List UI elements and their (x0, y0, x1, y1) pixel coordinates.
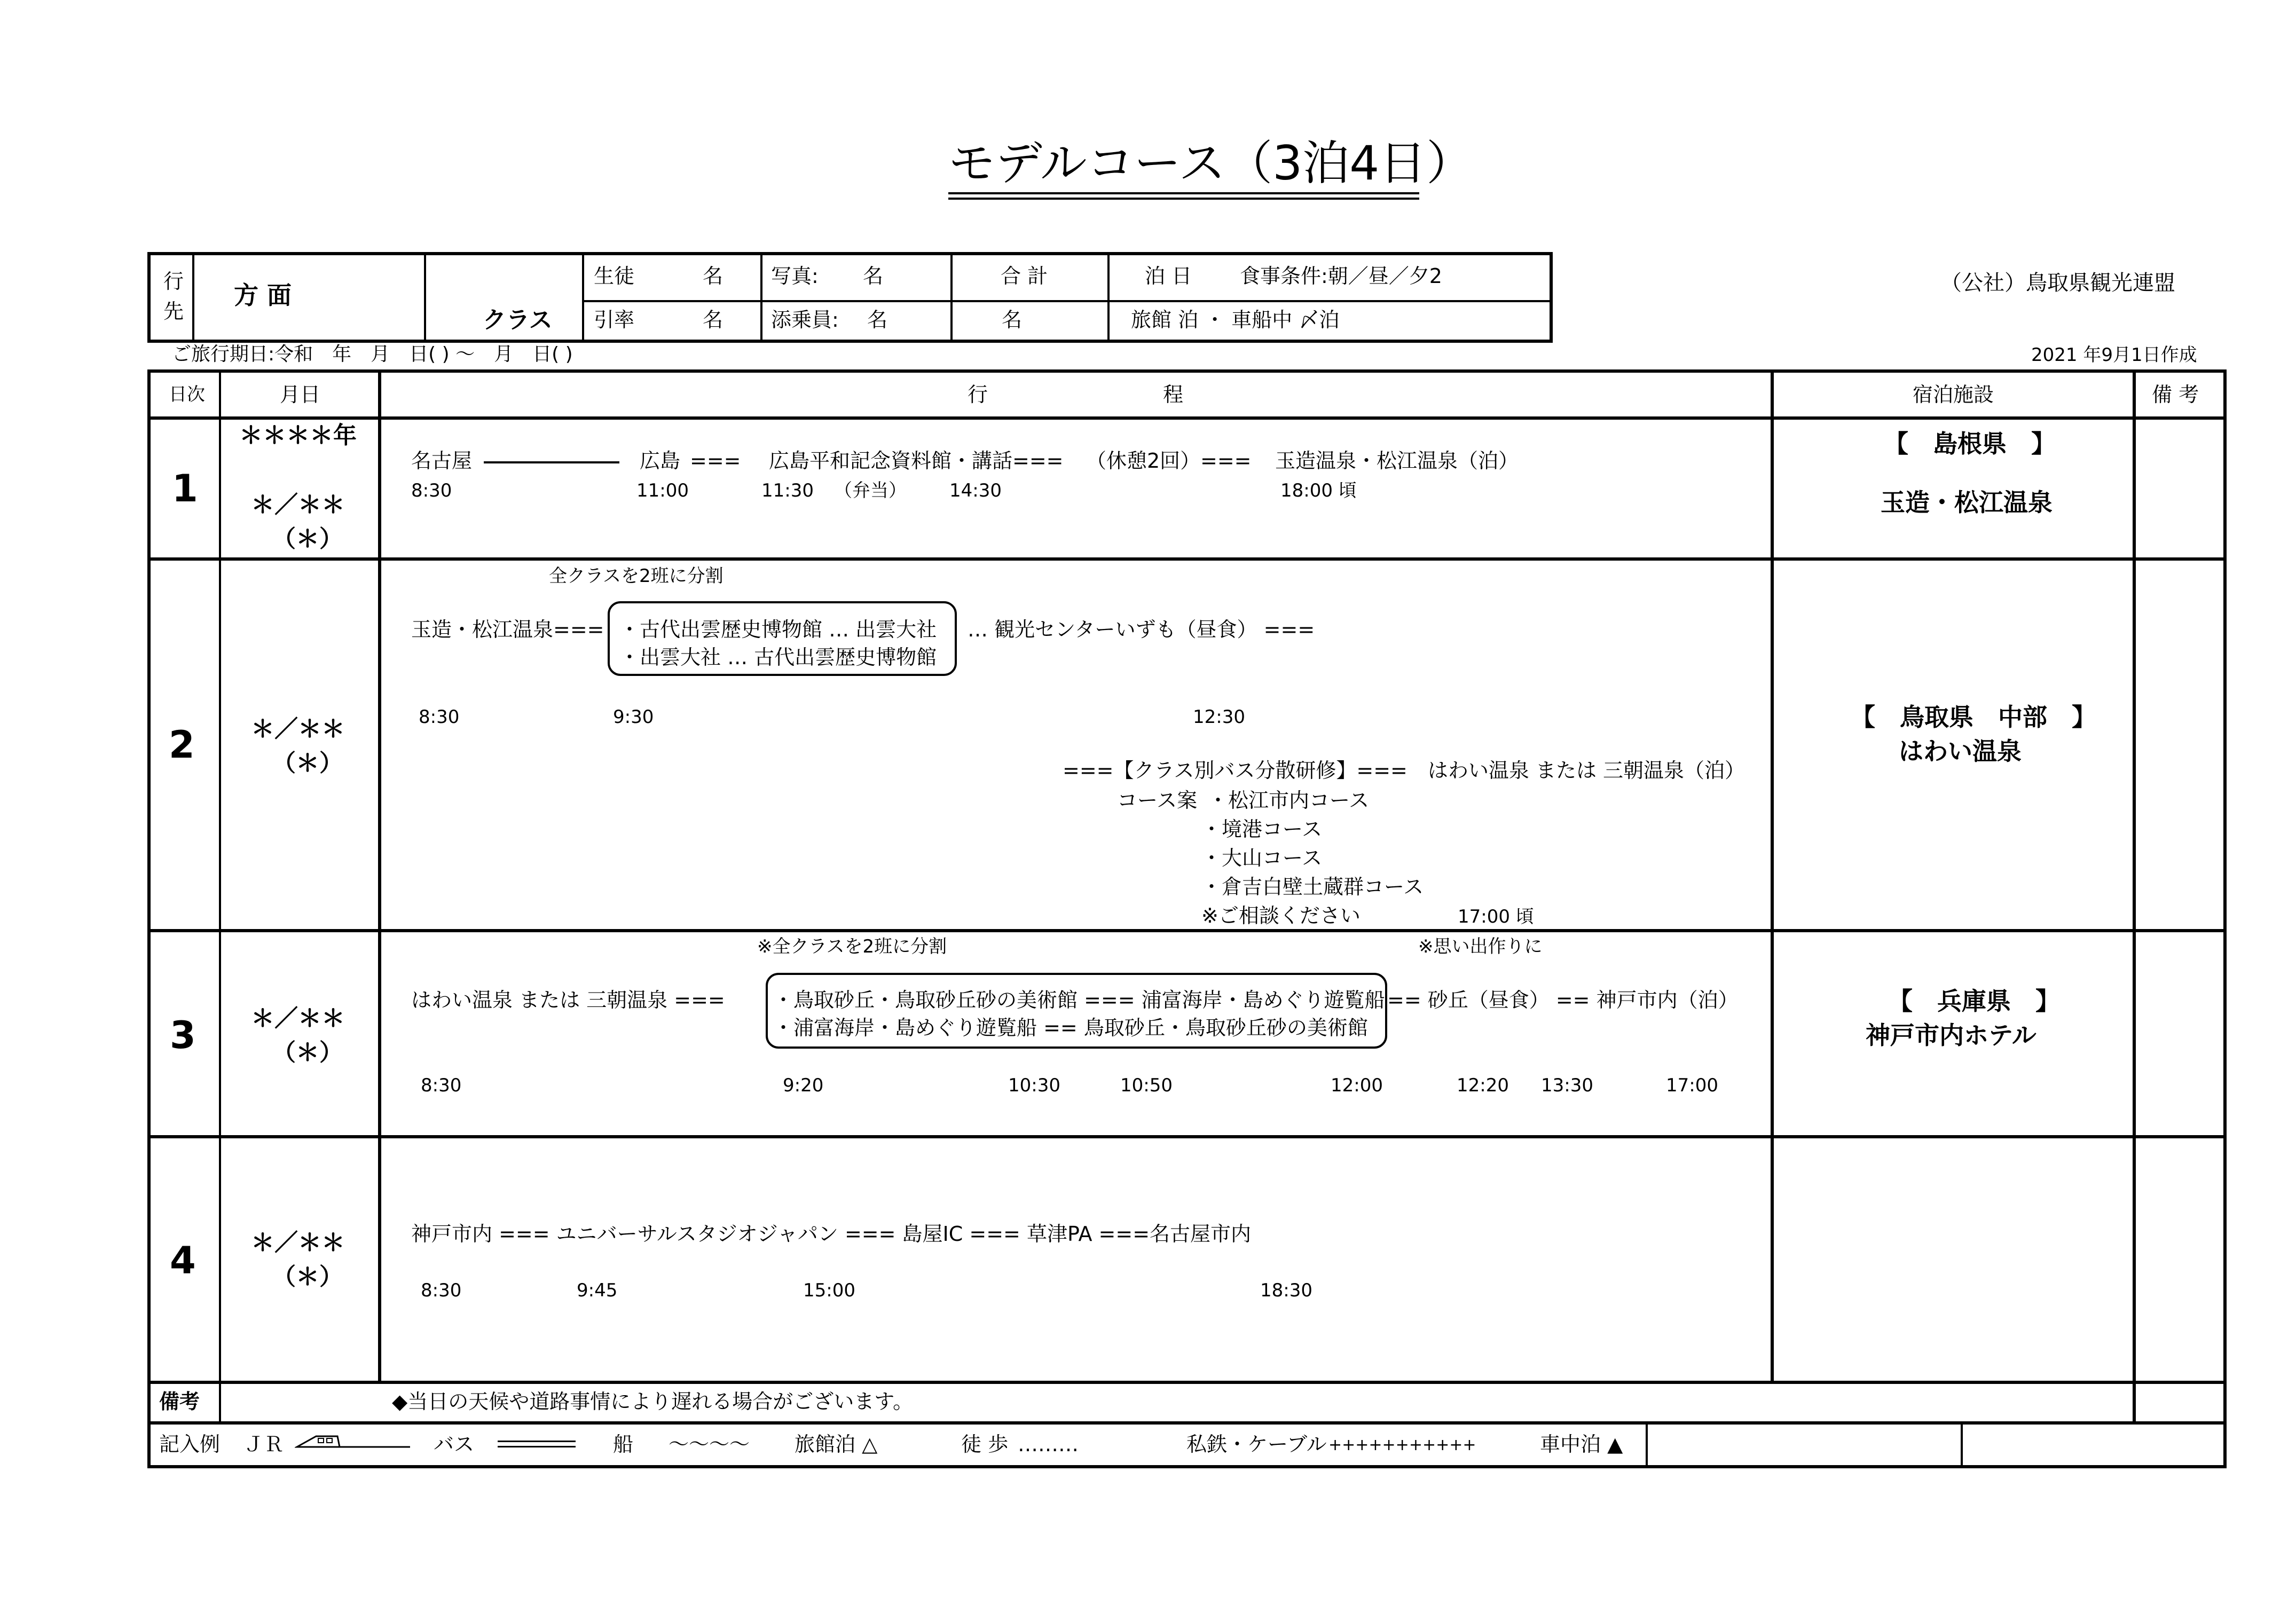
lodging-prefecture: 【 島根県 】 (1884, 429, 2056, 458)
legend-bus: バス (434, 1433, 475, 1456)
day-date: ＊／＊＊ (251, 1005, 345, 1032)
students-unit: 名 (703, 264, 724, 288)
time: 8:30 (419, 706, 460, 728)
legend-private-rail: 私鉄・ケーブル (1186, 1433, 1327, 1456)
course-note: ※ご相談ください (1201, 904, 1361, 927)
train-icon (295, 1431, 412, 1452)
direction-label: 方 面 (234, 281, 292, 310)
col-itinerary: 程 (1163, 383, 1184, 406)
legend-ship: 船 (613, 1433, 634, 1456)
route-stop: 広島平和記念資料館・講話 (769, 449, 1013, 473)
col-day: 日次 (169, 384, 205, 405)
route-start: 玉造・松江温泉=== (411, 618, 604, 641)
bus-link: === (1200, 449, 1252, 473)
course-item: ・大山コース (1201, 846, 1323, 870)
time: 17:00 頃 (1458, 906, 1534, 927)
lodging-name: 玉造・松江温泉 (1881, 488, 2053, 517)
route-line: ===【クラス別バス分散研修】=== はわい温泉 または 三朝温泉（泊） (1063, 759, 1745, 782)
rail-cross-icon: +++++++++++ (1328, 1436, 1476, 1454)
bus-link: === (1012, 449, 1064, 473)
day-date: ＊／＊＊ (251, 491, 345, 518)
time: 9:45 (577, 1280, 618, 1301)
legend-walk: 徒 歩 (961, 1433, 1009, 1456)
day-date: ＊／＊＊ (251, 715, 345, 743)
time: 10:30 (1008, 1075, 1060, 1096)
col-lodging: 宿泊施設 (1913, 383, 1994, 406)
option-route: ・古代出雲歴史博物館 … 出雲大社 (619, 618, 937, 641)
time: 17:00 (1666, 1075, 1718, 1096)
col-itinerary: 行 (968, 383, 988, 406)
option-route: ・出雲大社 … 古代出雲歴史博物館 (619, 646, 937, 669)
remarks-label: 備考 (159, 1390, 200, 1413)
time: 13:30 (1541, 1075, 1593, 1096)
day-weekday: （＊） (272, 750, 343, 777)
time: 10:50 (1120, 1075, 1173, 1096)
route-stop: 名古屋 (411, 449, 473, 473)
course-label: コース案 (1117, 789, 1198, 812)
option-route: ・鳥取砂丘・鳥取砂丘砂の美術館 === 浦富海岸・島めぐり遊覧船 (773, 988, 1385, 1012)
route-start: はわい温泉 または 三朝温泉 === (411, 988, 725, 1012)
title-underline (948, 198, 1419, 200)
lodging-label: 旅館 泊 ・ 車船中 〆泊 (1131, 308, 1340, 332)
teachers-label: 引率 (594, 308, 635, 332)
escort-unit: 名 (867, 308, 888, 332)
time: 11:30 (761, 480, 814, 501)
col-notes: 備 考 (2152, 383, 2199, 406)
day-date: ＊／＊＊ (251, 1229, 345, 1256)
photo-label: 写真: (771, 264, 819, 288)
memory-note: ※思い出作りに (1418, 936, 1543, 957)
meals-label: 食事条件:朝／昼／夕2 (1240, 264, 1442, 288)
organization-name: （公社）鳥取県観光連盟 (1940, 271, 2175, 295)
course-item: ・倉吉白壁土蔵群コース (1201, 875, 1424, 899)
remarks-text: ◆当日の天候や道路事情により遅れる場合がございます。 (392, 1390, 914, 1413)
route-after: == 砂丘（昼食） == 神戸市内（泊） (1387, 988, 1739, 1012)
time: 18:30 (1260, 1280, 1312, 1301)
day-number: 3 (170, 1013, 196, 1057)
time: 12:30 (1193, 706, 1245, 728)
title-underline (948, 192, 1419, 194)
teachers-unit: 名 (703, 308, 724, 332)
legend-label: 記入例 (159, 1433, 221, 1456)
train-line (484, 461, 619, 463)
photo-unit: 名 (863, 264, 884, 288)
legend-jr: ＪＲ (243, 1433, 285, 1456)
travel-period: ご旅行期日:令和 年 月 日( ) ～ 月 日( ) (172, 343, 573, 365)
bus-link: === (690, 449, 741, 473)
time: 8:30 (421, 1075, 462, 1096)
time: 11:00 (636, 480, 689, 501)
ship-wave-icon: ～～～～ (669, 1433, 750, 1456)
total-unit: 名 (1002, 308, 1023, 332)
created-date: 2021 年9月1日作成 (2031, 344, 2197, 366)
time: 8:30 (421, 1280, 462, 1301)
day-weekday: （＊） (272, 1263, 343, 1290)
time: 9:30 (613, 706, 654, 728)
walk-dots-icon: ……… (1018, 1433, 1079, 1456)
route-note: （休憩2回） (1086, 449, 1201, 473)
course-item: ・境港コース (1201, 817, 1323, 841)
legend-ryokan: 旅館泊 △ (795, 1433, 878, 1456)
total-label: 合 計 (1001, 264, 1048, 288)
bus-line-icon (498, 1446, 576, 1447)
bus-line-icon (498, 1441, 576, 1442)
time-note: （弁当） (834, 480, 907, 501)
destination-label: 先 (163, 300, 184, 323)
lodging-prefecture: 【 鳥取県 中部 】 (1851, 703, 2096, 731)
route-after: … 観光センターいずも（昼食） === (968, 618, 1315, 641)
route-stop: 広島 (640, 449, 681, 473)
lodging-name: はわい温泉 (1899, 737, 2022, 766)
time: 12:20 (1457, 1075, 1509, 1096)
nights-label: 泊 日 (1145, 264, 1192, 288)
lodging-prefecture: 【 兵庫県 】 (1888, 987, 2060, 1016)
split-note: ※全クラスを2班に分割 (757, 936, 947, 957)
day-weekday: （＊） (272, 1039, 343, 1066)
course-item: ・松江市内コース (1208, 789, 1370, 812)
time: 14:30 (949, 480, 1002, 501)
split-note: 全クラスを2班に分割 (549, 565, 724, 587)
col-date: 月日 (280, 383, 321, 406)
time: 12:00 (1331, 1075, 1383, 1096)
route-line: 神戸市内 === ユニバーサルスタジオジャパン === 島屋IC === 草津PA ===名古屋市内 (411, 1222, 1252, 1246)
time: 8:30 (411, 480, 452, 501)
lodging-name: 神戸市内ホテル (1866, 1021, 2036, 1050)
time: 15:00 (803, 1280, 855, 1301)
route-stop: 玉造温泉・松江温泉（泊） (1275, 449, 1519, 473)
day-number: 1 (172, 467, 198, 510)
destination-label: 行 (163, 270, 184, 293)
day-number: 4 (170, 1239, 196, 1282)
time: 18:00 頃 (1280, 480, 1357, 501)
page-title: モデルコース（3泊4日） (948, 136, 1474, 191)
day-weekday: （＊） (272, 525, 343, 553)
day-date: ＊＊＊＊年 (239, 422, 357, 449)
time: 9:20 (783, 1075, 824, 1096)
legend-train-night: 車中泊 ▲ (1540, 1433, 1623, 1456)
day-number: 2 (169, 723, 195, 767)
option-route: ・浦富海岸・島めぐり遊覧船 == 鳥取砂丘・鳥取砂丘砂の美術館 (773, 1016, 1368, 1040)
escort-label: 添乗員: (771, 308, 839, 332)
class-label: クラス (483, 306, 553, 334)
students-label: 生徒 (594, 264, 635, 288)
